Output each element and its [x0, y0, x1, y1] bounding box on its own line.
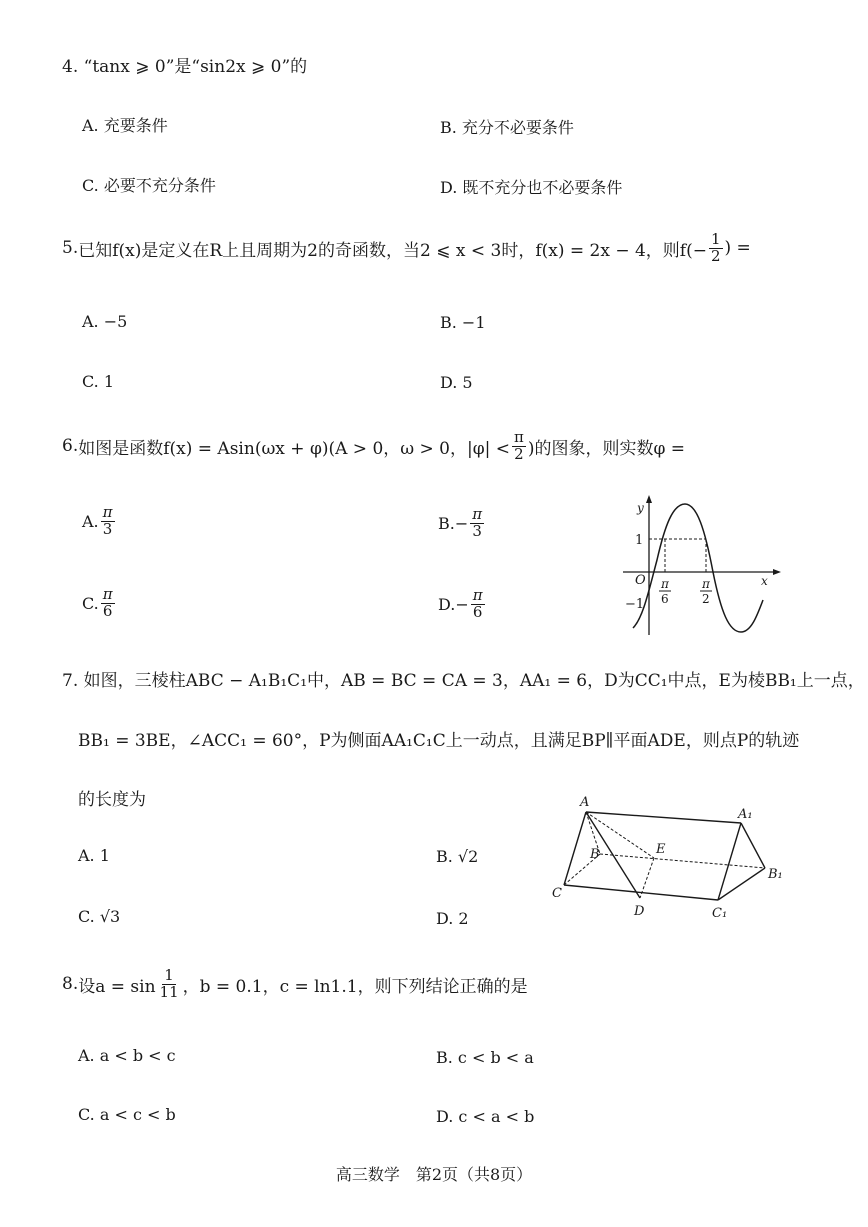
vertex-D: D	[634, 904, 645, 919]
q6-option-b	[438, 507, 486, 540]
x-tick-pi2-den: 2	[702, 592, 710, 606]
q8-option-b: B. c < b < a	[436, 1048, 534, 1067]
edge-AC	[564, 812, 586, 885]
fraction	[470, 507, 484, 540]
question-number: 5.	[62, 238, 79, 259]
vertex-B: B	[590, 847, 600, 862]
question-text: 设a = sin	[78, 976, 156, 997]
fraction-denominator: 6	[472, 602, 483, 621]
fraction-numerator: π	[472, 586, 483, 604]
vertex-A: A	[580, 795, 590, 810]
q7-option-a: A. 1	[78, 846, 110, 865]
fraction-numerator: 1	[710, 230, 721, 248]
edge-A1C1	[718, 823, 741, 900]
question-5-stem	[62, 232, 751, 265]
q7-option-b: B. √2	[436, 847, 479, 866]
q7-option-c: C. √3	[78, 907, 121, 926]
vertex-C: C	[552, 886, 562, 901]
option-sign: −	[455, 594, 469, 614]
fraction-denominator: 6	[102, 601, 113, 620]
edge-B1C1	[718, 868, 765, 900]
question-text: “tanx ⩾ 0”是“sin2x ⩾ 0”的	[83, 57, 308, 77]
fraction-numerator: π	[102, 503, 113, 521]
q4-option-a: A. 充要条件	[82, 116, 168, 135]
question-text-end: )的图象，则实数φ =	[527, 438, 686, 459]
option-sign: −	[454, 513, 469, 533]
vertex-E: E	[656, 842, 666, 857]
q8-option-a: A. a < b < c	[78, 1046, 176, 1065]
option-label: A.	[82, 511, 99, 531]
q5-option-d: D. 5	[440, 373, 473, 392]
sine-graph-figure	[615, 490, 790, 640]
q5-option-c: C. 1	[82, 372, 115, 391]
question-7-line2: BB₁ = 3BE，∠ACC₁ = 60°，P为侧面AA₁C₁C上一动点，且满足BP∥平面ADE，则点P的轨迹	[78, 731, 800, 751]
q7-option-d: D. 2	[436, 909, 469, 928]
x-tick-pi6-num: π	[661, 577, 669, 591]
question-7-line3: 的长度为	[78, 790, 146, 810]
x-axis-label: x	[761, 574, 768, 588]
x-axis-arrow	[773, 569, 781, 575]
option-label: B.	[438, 513, 455, 533]
question-8-stem	[62, 968, 528, 1001]
q8-option-d: D. c < a < b	[436, 1107, 535, 1126]
fraction-numerator: π	[102, 585, 113, 603]
q6-option-a	[82, 505, 117, 538]
q4-option-d: D. 既不充分也不必要条件	[440, 178, 623, 197]
option-label: D.	[438, 594, 456, 614]
fraction-numerator: π	[514, 428, 524, 446]
question-number: 4.	[62, 57, 79, 77]
y-tick-neg1: −1	[625, 597, 645, 612]
question-text: 已知f(x)是定义在R上且周期为2的奇函数，当2 ⩽ x < 3时，f(x) = 2x − 4，则f(−	[78, 240, 707, 261]
fraction-denominator: 11	[159, 982, 179, 1001]
question-number: 8.	[62, 974, 79, 995]
q6-option-d	[438, 588, 487, 621]
y-tick-1: 1	[635, 533, 644, 548]
question-number: 6.	[62, 436, 79, 457]
fraction-denominator: 3	[472, 521, 482, 540]
vertex-C1: C₁	[712, 906, 728, 921]
page-footer: 高三数学 第2页（共8页）	[335, 1165, 533, 1184]
fraction-numerator: 1	[164, 966, 174, 984]
question-text: 如图，三棱柱ABC − A₁B₁C₁中，AB = BC = CA = 3，AA₁ = 6，D为CC₁中点，E为棱BB₁上一点，	[83, 671, 865, 691]
edge-DE	[640, 858, 654, 898]
fraction	[512, 430, 526, 463]
edge-A1B1	[741, 823, 765, 868]
fraction	[101, 587, 115, 620]
sine-curve	[633, 504, 763, 632]
origin-label: O	[635, 573, 646, 588]
edge-CC1	[564, 885, 718, 900]
question-4-stem	[62, 52, 307, 77]
q6-option-c	[82, 587, 117, 620]
y-axis-arrow	[646, 495, 652, 503]
prism-figure	[548, 790, 798, 930]
fraction	[158, 968, 181, 1001]
fraction-numerator: π	[472, 505, 483, 523]
y-axis-label: y	[637, 501, 644, 515]
q4-option-b: B. 充分不必要条件	[440, 118, 574, 137]
vertex-A1: A₁	[738, 807, 753, 822]
x-tick-pi6-den: 6	[661, 592, 669, 606]
question-text-end: ) =	[724, 238, 751, 259]
q5-option-b: B. −1	[440, 313, 486, 332]
fraction	[709, 232, 723, 265]
question-number: 7.	[62, 671, 79, 691]
q8-option-c: C. a < c < b	[78, 1105, 176, 1124]
vertex-B1: B₁	[768, 867, 783, 882]
x-tick-pi2-num: π	[702, 577, 710, 591]
question-text: 如图是函数f(x) = Asin(ωx + φ)(A > 0，ω > 0，|φ| <	[78, 438, 510, 459]
fraction	[101, 505, 115, 538]
fraction-denominator: 2	[710, 246, 721, 265]
fraction-denominator: 3	[102, 519, 113, 538]
edge-AA1	[586, 812, 741, 823]
question-6-stem	[62, 430, 685, 463]
q5-option-a: A. −5	[82, 312, 128, 331]
fraction-denominator: 2	[514, 444, 524, 463]
edge-BB1	[600, 854, 765, 868]
fraction	[471, 588, 485, 621]
q4-option-c: C. 必要不充分条件	[82, 176, 216, 195]
question-text-end: ，b = 0.1，c = ln1.1，则下列结论正确的是	[182, 976, 528, 997]
option-label: C.	[82, 593, 99, 613]
question-7-line1	[62, 666, 865, 691]
